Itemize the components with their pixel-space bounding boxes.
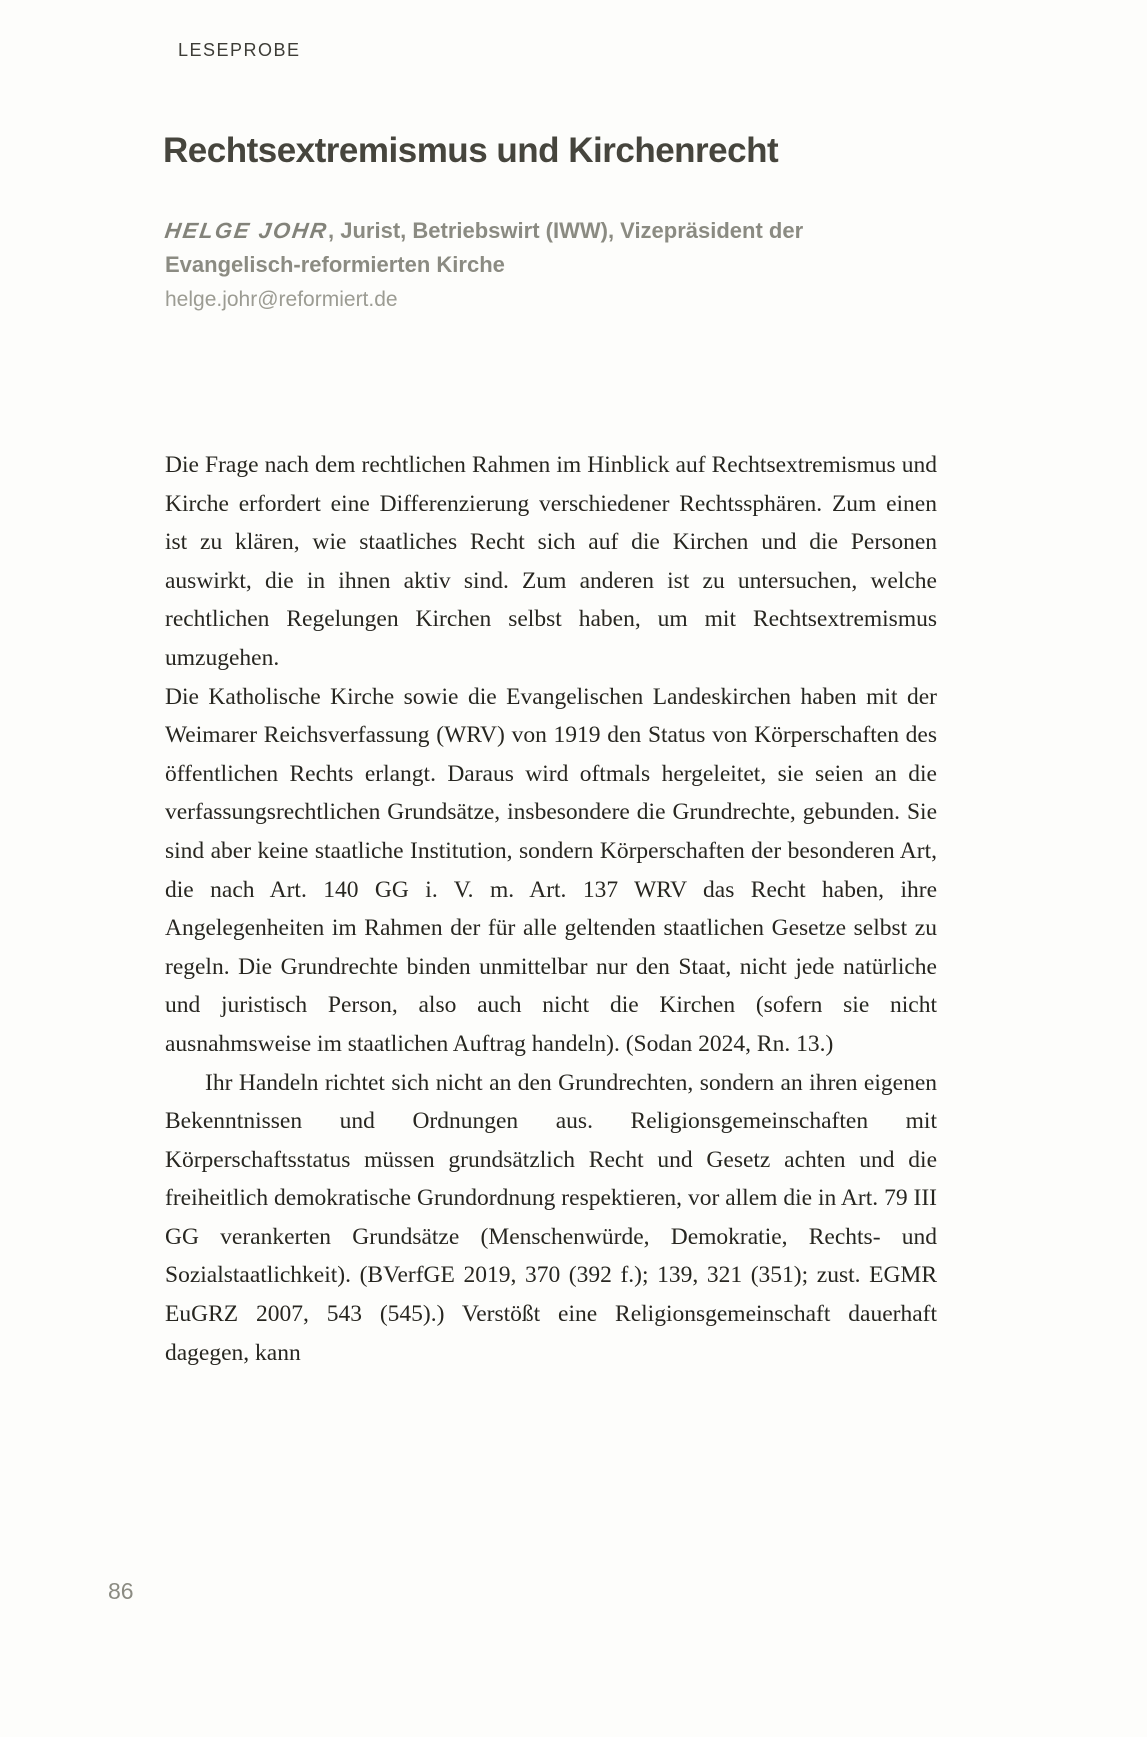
author-email: helge.johr@reformiert.de [165,288,398,311]
paragraph-2: Die Katholische Kirche sowie die Evangelischen Landeskirchen haben mit der Weimarer Reichsverfassung (WRV) von 1919 den Status von Körperschaften des öffentlichen Rechts erlangt. Daraus wird oftmals hergeleitet, sie seien an die verfassungsrechtlichen Grundsätze, insbesondere die Grundrechte, gebunden. Sie sind aber keine staatliche Institution, sondern Körperschaften der besonderen Art, die nach Art. 140 GG i. V. m. Art. 137 WRV das Recht haben, ihre Angelegenheiten im Rahmen der für alle geltenden staatlichen Gesetze selbst zu regeln. Die Grundrechte binden unmittelbar nur den Staat, nicht jede natürliche und juristisch Person, also auch nicht die Kirchen (sofern sie nicht ausnahmsweise im staatlichen Auftrag handeln). (Sodan 2024, Rn. 13.) [165,683,937,1057]
page-title: Rechtsextremismus und Kirchenrecht [163,131,779,171]
body-text [165,446,937,1372]
kicker-label: LESEPROBE [178,40,301,60]
author-role-line1: , Jurist, Betriebswirt (IWW), Vizepräsident der [328,218,804,243]
author-role-line2: Evangelisch-reformierten Kirche [165,252,505,277]
paragraph-1: Die Frage nach dem rechtlichen Rahmen im Hinblick auf Rechtsextremismus und Kirche erfordert eine Differenzierung verschiedener Rechtssphären. Zum einen ist zu klären, wie staatliches Recht sich auf die Kirchen und die Personen auswirkt, die in ihnen aktiv sind. Zum anderen ist zu untersuchen, welche rechtlichen Regelungen Kirchen selbst haben, um mit Rechtsextremismus umzugehen. [165,452,937,671]
page-number: 86 [108,1578,134,1604]
author-name: HELGE JOHR [163,218,330,243]
paragraph-3: Ihr Handeln richtet sich nicht an den Grundrechten, sondern an ihren eigenen Bekenntnissen und Ordnungen aus. Religionsgemeinschaften mit Körperschaftsstatus müssen grundsätzlich Recht und Gesetz achten und die freiheitlich demokratische Grundordnung respektieren, vor allem die in Art. 79 III GG verankerten Grundsätze (Menschenwürde, Demokratie, Rechts- und Sozialstaatlichkeit). (BVerfGE 2019, 370 (392 f.); 139, 321 (351); zust. EGMR EuGRZ 2007, 543 (545).) Verstößt eine Religionsgemeinschaft dauerhaft dagegen, kann [165,1069,937,1366]
author-block [165,214,865,282]
